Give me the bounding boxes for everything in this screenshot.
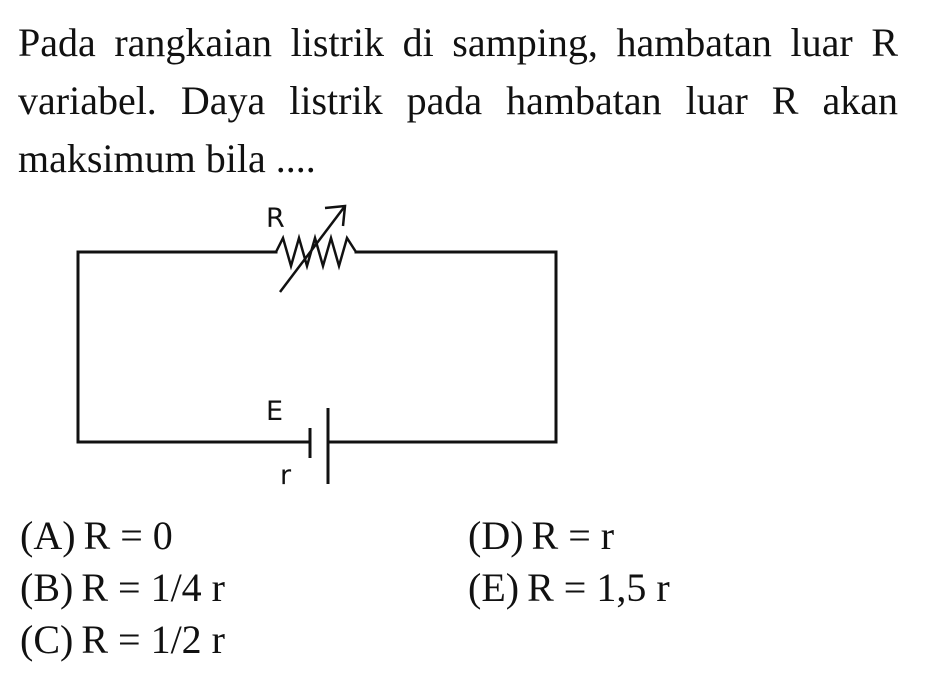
option-e-text: R = 1,5 r xyxy=(527,565,670,610)
option-e-letter: (E) xyxy=(468,565,520,610)
resistor-label: R xyxy=(266,203,285,234)
option-c-letter: (C) xyxy=(20,617,74,662)
option-b-letter: (B) xyxy=(20,565,74,610)
option-a-text: R = 0 xyxy=(83,513,173,558)
question-text: Pada rangkaian listrik di samping, hambatan luar R variabel. Daya listrik pada hambatan luar R akan maksimum bila .... xyxy=(18,20,898,181)
battery-icon xyxy=(310,408,328,484)
option-c-text: R = 1/2 r xyxy=(81,617,225,662)
option-e[interactable] xyxy=(468,564,670,612)
internal-resistance-label: r xyxy=(280,460,292,491)
option-c[interactable] xyxy=(20,616,225,664)
option-b-text: R = 1/4 r xyxy=(81,565,225,610)
option-d-letter: (D) xyxy=(468,513,524,558)
option-b[interactable] xyxy=(20,564,225,612)
emf-label: E xyxy=(266,396,284,427)
option-d-text: R = r xyxy=(531,513,615,558)
option-a-letter: (A) xyxy=(20,513,76,558)
option-a[interactable] xyxy=(20,512,173,560)
option-d[interactable] xyxy=(468,512,614,560)
resistor-zigzag-icon xyxy=(276,238,356,266)
